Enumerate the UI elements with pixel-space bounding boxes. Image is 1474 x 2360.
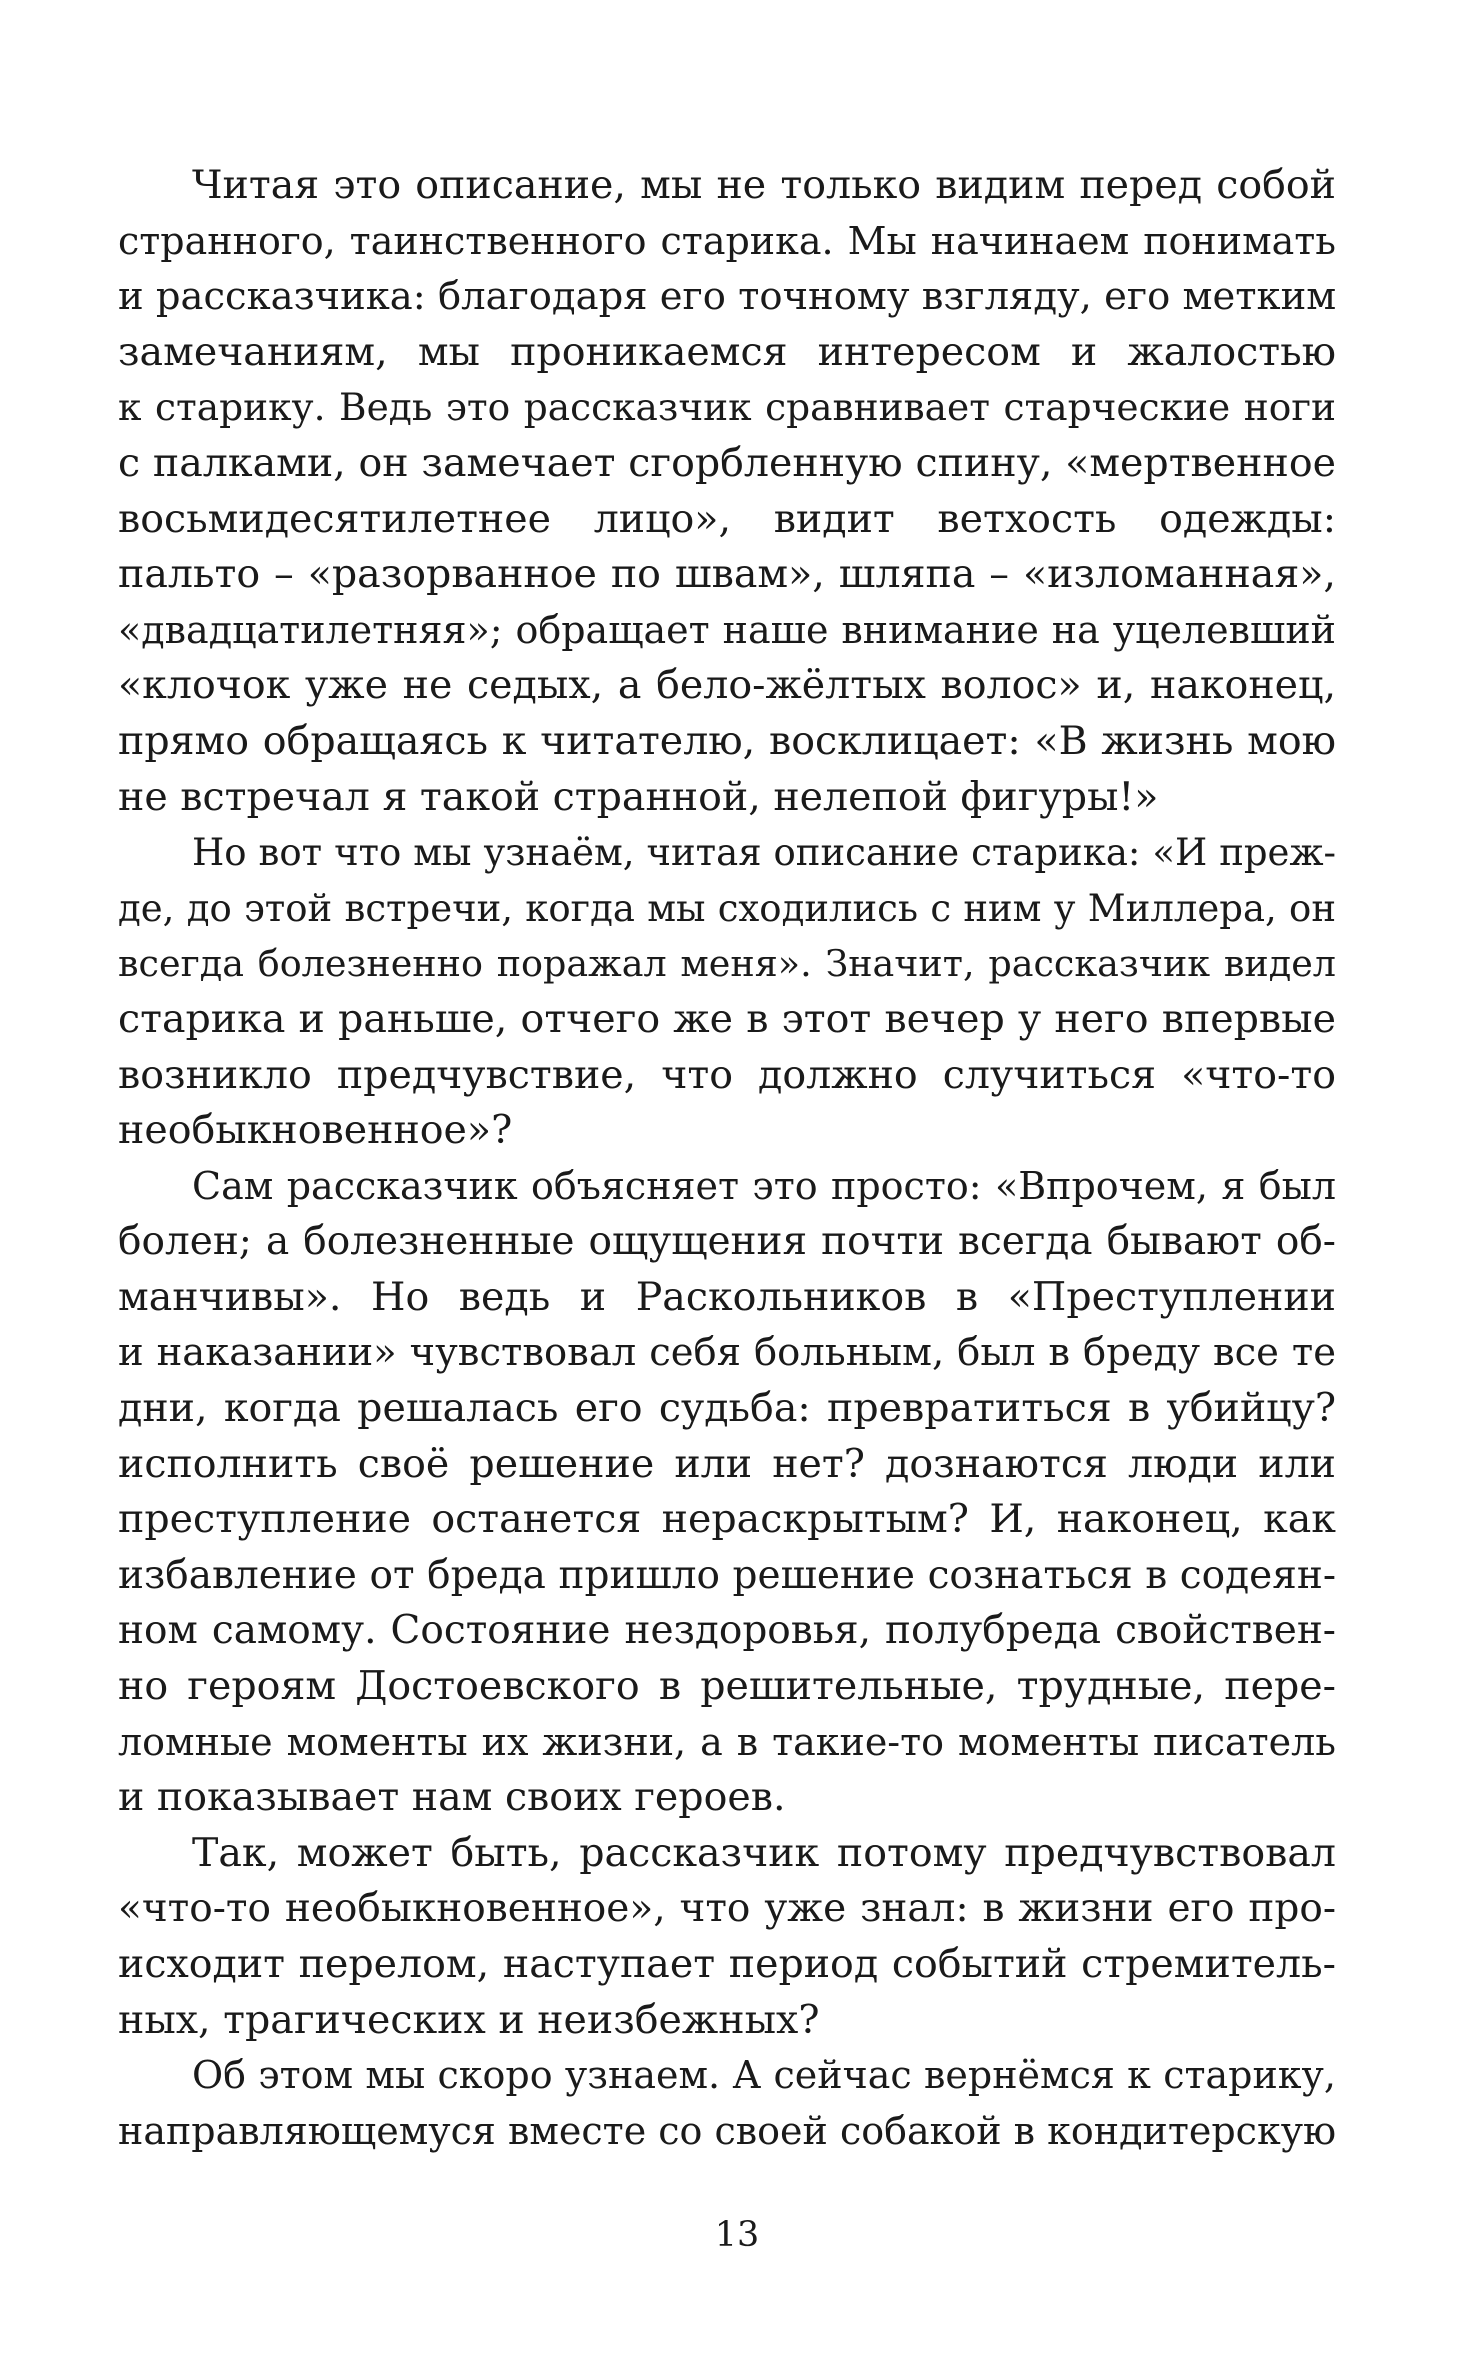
text-line: не встречал я такой странной, нелепой фигуры!» (118, 773, 1159, 820)
text-line: «двадцатилетняя»; обращает наше внимание на уцелевший (118, 607, 1336, 652)
text-line: преступление останется нераскрытым? И, наконец, как (118, 1496, 1336, 1543)
text-line: старика и раньше, отчего же в этот вечер у него впервые (118, 995, 1336, 1042)
text-line: замечаниям, мы проникаемся интересом и жалостью (118, 328, 1336, 375)
text-line: с палками, он замечает сгорбленную спину, «мертвенное (118, 439, 1336, 486)
text-line: исполнить своё решение или нет? дознаются люди или (118, 1440, 1336, 1487)
text-line: манчивы». Но ведь и Раскольников в «Преступлении (118, 1273, 1336, 1320)
text-line: пальто – «разорванное по швам», шляпа – «изломанная», (118, 551, 1336, 598)
text-line: болен; а болезненные ощущения почти всегда бывают об- (118, 1219, 1336, 1265)
text-line: Читая это описание, мы не только видим перед собой (192, 162, 1336, 208)
text-line: ных, трагических и неизбежных? (118, 1996, 820, 2043)
text-line: де, до этой встречи, когда мы сходились с ним у Миллера, он (118, 886, 1336, 930)
text-line: но героям Достоевского в решительные, трудные, пере- (118, 1663, 1336, 1710)
text-line: странного, таинственного старика. Мы начинаем понимать (118, 218, 1336, 263)
text-line: всегда болезненно поражал меня». Значит, рассказчик видел (118, 942, 1336, 986)
text-line: избавление от бреда пришло решение сознаться в содеян- (118, 1552, 1336, 1598)
text-line: и наказании» чувствовал себя больным, был в бреду все те (118, 1330, 1336, 1376)
text-line: Сам рассказчик объясняет это просто: «Впрочем, я был (192, 1163, 1336, 1208)
text-line: необыкновенное»? (118, 1107, 513, 1154)
text-line: Об этом мы скоро узнаем. А сейчас вернёмся к старику, (192, 2053, 1336, 2098)
text-line: «что-то необыкновенное», что уже знал: в жизни его про- (118, 1886, 1336, 1932)
body-text (118, 158, 1336, 2159)
text-line: дни, когда решалась его судьба: превратиться в убийцу? (118, 1385, 1336, 1432)
text-line: исходит перелом, наступает период событий стремитель- (118, 1941, 1336, 1987)
text-line: «клочок уже не седых, а бело-жёлтых волос» и, наконец, (118, 662, 1336, 709)
text-line: и показывает нам своих героев. (118, 1774, 786, 1821)
text-line: восьмидесятилетнее лицо», видит ветхость одежды: (118, 495, 1336, 542)
text-line: Так, может быть, рассказчик потому предчувствовал (192, 1829, 1336, 1876)
text-line: Но вот что мы узнаём, читая описание старика: «И преж- (192, 831, 1336, 875)
text-line: возникло предчувствие, что должно случиться «что-то (118, 1051, 1336, 1098)
text-line: направляющемуся вместе со своей собакой в кондитерскую (118, 2108, 1337, 2153)
text-line: ломные моменты их жизни, а в такие-то моменты писатель (118, 1719, 1336, 1764)
text-line: к старику. Ведь это рассказчик сравнивает старческие ноги (118, 385, 1336, 430)
text-line: ном самому. Состояние нездоровья, полубреда свойствен- (118, 1608, 1336, 1654)
text-line: и рассказчика: благодаря его точному взгляду, его метким (118, 274, 1337, 320)
page-number: 13 (714, 2215, 760, 2255)
text-line: прямо обращаясь к читателю, восклицает: «В жизнь мою (118, 717, 1336, 764)
